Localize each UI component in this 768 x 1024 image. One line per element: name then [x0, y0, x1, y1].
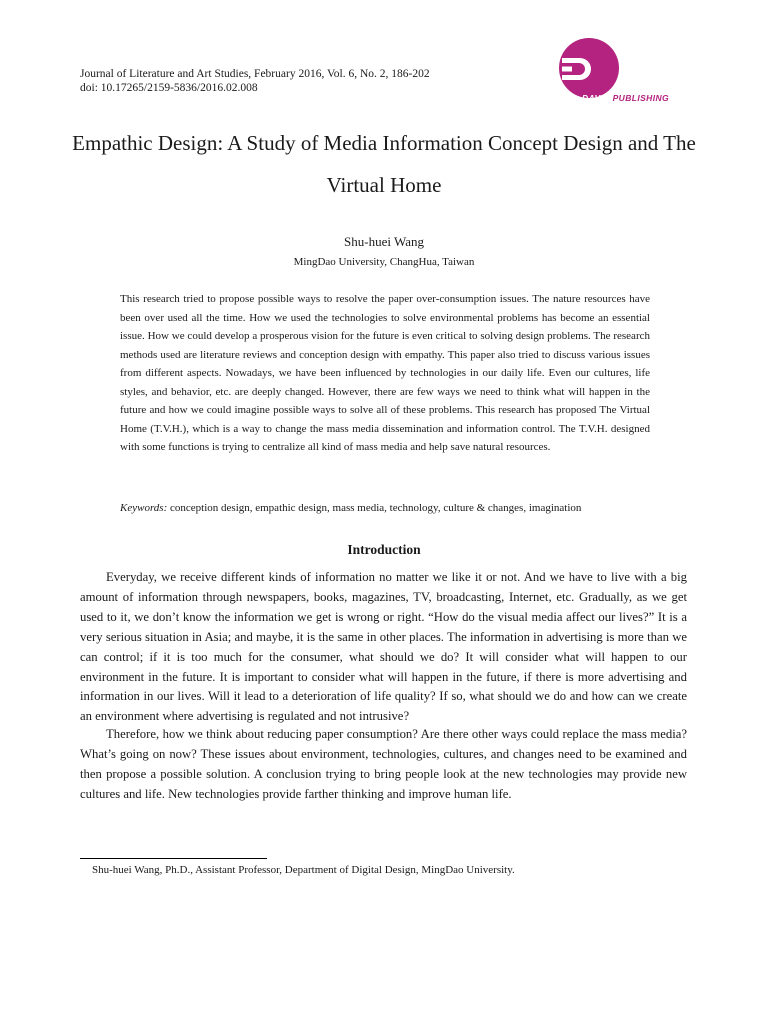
introduction-paragraph-2: Therefore, how we think about reducing paper consumption? Are there other ways could replace the mass media? What’s going on now? These issues about environment, technologies, cultures, and changes need to be examined and then propose a possible solution. A conclusion trying to bring people look at the new technologies may provide new cultures and life. New technologies provide farther thinking and improve human life.	[80, 727, 687, 801]
keywords	[120, 502, 680, 514]
footnote-divider	[80, 858, 267, 859]
keywords-text: conception design, empathic design, mass media, technology, culture & changes, imagination	[170, 502, 582, 514]
publisher-logo	[552, 38, 700, 108]
journal-header	[80, 68, 430, 95]
abstract: This research tried to propose possible ways to resolve the paper over-consumption issues. The nature resources have been over used all the time. How we used the technologies to solve environmental problems has become an essential issue. How we could develop a prosperous vision for the future is even critical to solving design problems. The research methods used are literature reviews and conception design with empathy. This paper also tried to discuss various issues from different aspects. Nowadays, we have been influenced by technologies in our daily life. Even our cultures, life styles, and behavior, etc. are deeply changed. However, there are few ways we need to think what will happen in the future and how we could imagine possible ways to solve all of these problems. This research has proposed The Virtual Home (T.V.H.), which is a way to change the mass media dissemination and information control. The T.V.H. designed with some functions is trying to centralize all kind of mass media and help save natural resources.	[120, 293, 650, 453]
logo-text-publishing: PUBLISHING	[612, 93, 670, 103]
doi-line: doi: 10.17265/2159-5836/2016.02.008	[80, 81, 258, 94]
paper-title: Empathic Design: A Study of Media Information Concept Design and The Virtual Home	[72, 131, 696, 197]
logo-text-david: DAVID	[582, 93, 610, 103]
david-publishing-logo-icon	[562, 55, 602, 81]
keywords-label: Keywords:	[120, 502, 168, 514]
author-affiliation: MingDao University, ChangHua, Taiwan	[293, 256, 475, 268]
journal-citation: Journal of Literature and Art Studies, February 2016, Vol. 6, No. 2, 186-202	[80, 68, 430, 80]
introduction-paragraph-1: Everyday, we receive different kinds of information no matter we like it or not. And we have to live with a big amount of information through newspapers, books, magazines, TV, broadcasting, Internet, etc. Gradually, as we get used to it, we don’t know the information we get is wrong or right. “How do the visual media affect our lives?” It is a very serious situation in Asia; and maybe, it is the same in other places. The information in advertising is more than we can control; if it is too much for the consumer, what should we do? It will consider what will happen to our environment in the future. It is important to consider what will happen in the future, if there is more advertising and information in our lives. Will it lead to a deterioration of life quality? If so, what should we do and how can we create an environment where advertising is regulated and not intrusive?	[80, 570, 687, 724]
logo-wordmark	[582, 93, 669, 103]
section-heading-introduction: Introduction	[347, 542, 421, 557]
author-name: Shu-huei Wang	[344, 234, 424, 249]
author-footnote: Shu-huei Wang, Ph.D., Assistant Professor, Department of Digital Design, MingDao University.	[92, 864, 515, 876]
